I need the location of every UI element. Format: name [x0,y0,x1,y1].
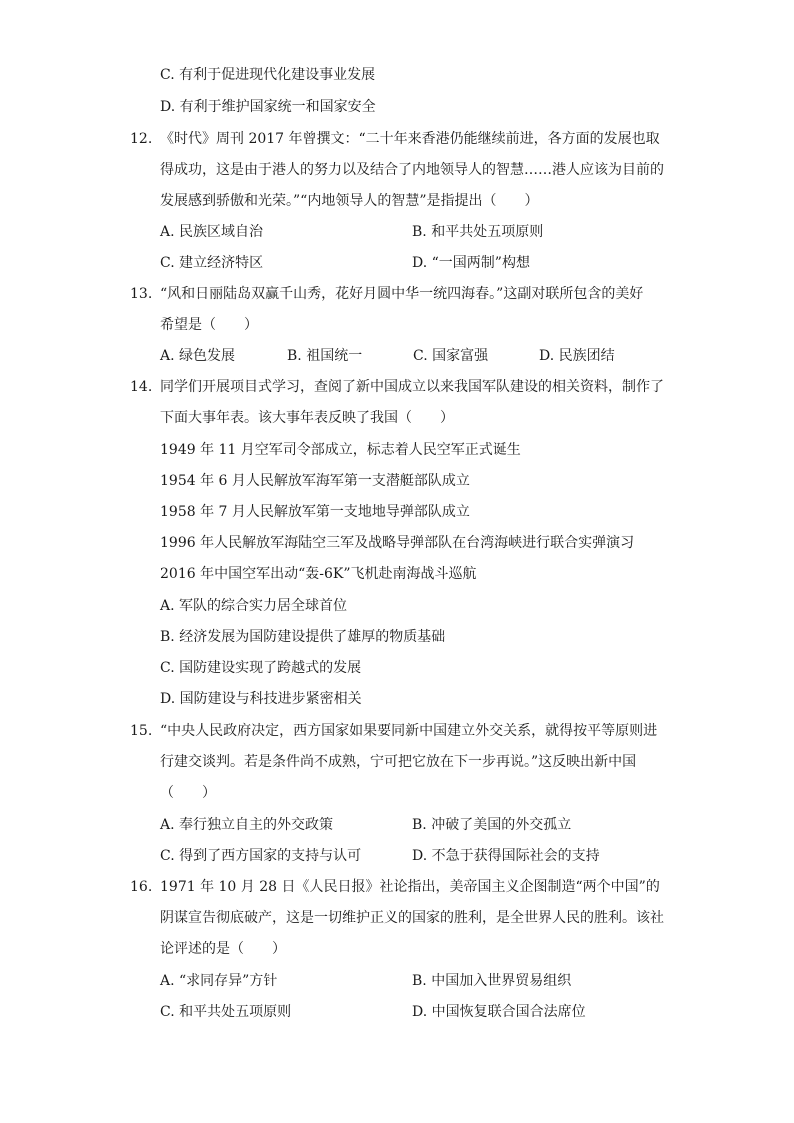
q12-option-d: D. “一国两制”构想 [412,255,530,271]
q14-event: 1949 年 11 月空军司令部成立，标志着人民空军正式诞生 [160,442,521,458]
q13-stem-line: “风和日丽陆岛双赢千山秀，花好月圆中华一统四海春。”这副对联所包含的美好 [160,286,644,302]
q15-option-b: B. 冲破了美国的外交孤立 [412,817,572,833]
q12-option-c: C. 建立经济特区 [160,255,264,271]
q15-option-d: D. 不急于获得国际社会的支持 [412,848,600,864]
q14-option-b: B. 经济发展为国防建设提供了雄厚的物质基础 [160,629,446,645]
q16-option-c: C. 和平共处五项原则 [160,1004,292,1020]
q15-stem-line: （ ） [160,785,216,801]
q16-number: 16. [130,879,153,895]
q13-stem-line: 希望是（ ） [160,317,258,333]
q14-option-c: C. 国防建设实现了跨越式的发展 [160,660,362,676]
q12-stem-line: 发展感到骄傲和光荣。”“内地领导人的智慧”是指提出（ ） [160,193,539,209]
q15-number: 15. [130,723,153,739]
q15-option-c: C. 得到了西方国家的支持与认可 [160,848,362,864]
q14-event: 1996 年人民解放军海陆空三军及战略导弹部队在台湾海峡进行联合实弹演习 [160,535,635,551]
q16-stem-line: 阴谋宣告彻底破产，这是一切维护正义的国家的胜利，是全世界人民的胜利。该社 [160,910,664,926]
q14-event: 1954 年 6 月人民解放军海军第一支潜艇部队成立 [160,473,470,489]
q16-option-d: D. 中国恢复联合国合法席位 [412,1004,586,1020]
q13-option-c: C. 国家富强 [413,348,489,364]
q13-option-b: B. 祖国统一 [287,348,363,364]
q14-option-d: D. 国防建设与科技进步紧密相关 [160,691,362,707]
q16-option-a: A. “求同存异”方针 [160,973,278,989]
q12-stem-line: 《时代》周刊 2017 年曾撰文：“二十年来香港仍能继续前进，各方面的发展也取 [160,131,660,147]
q12-stem-line: 得成功，这是由于港人的努力以及结合了内地领导人的智慧……港人应该为目前的 [160,162,664,178]
q15-stem-line: “中央人民政府决定，西方国家如果要同新中国建立外交关系，就得按平等原则进 [160,723,658,739]
q14-event: 1958 年 7 月人民解放军第一支地地导弹部队成立 [160,504,470,520]
q11-option-d: D. 有利于维护国家统一和国家安全 [160,99,376,115]
q12-option-a: A. 民族区域自治 [160,224,264,240]
q16-option-b: B. 中国加入世界贸易组织 [412,973,572,989]
q13-option-a: A. 绿色发展 [160,348,236,364]
q14-stem-line: 下面大事年表。该大事年表反映了我国（ ） [160,410,454,426]
q12-option-b: B. 和平共处五项原则 [412,224,544,240]
q13-number: 13. [130,286,153,302]
q16-stem-line: 1971 年 10 月 28 日《人民日报》社论指出，美帝国主义企图制造“两个中国”的 [160,879,660,895]
q16-stem-line: 论评述的是（ ） [160,941,286,957]
q14-stem-line: 同学们开展项目式学习，查阅了新中国成立以来我国军队建设的相关资料，制作了 [160,379,664,395]
q13-option-d: D. 民族团结 [539,348,615,364]
q14-event: 2016 年中国空军出动“轰-6K”飞机赴南海战斗巡航 [160,566,477,582]
q11-option-c: C. 有利于促进现代化建设事业发展 [160,67,376,83]
q12-number: 12. [130,131,153,147]
q14-number: 14. [130,379,153,395]
q15-option-a: A. 奉行独立自主的外交政策 [160,817,334,833]
q15-stem-line: 行建交谈判。若是条件尚不成熟，宁可把它放在下一步再说。”这反映出新中国 [160,754,637,770]
q14-option-a: A. 军队的综合实力居全球首位 [160,598,348,614]
